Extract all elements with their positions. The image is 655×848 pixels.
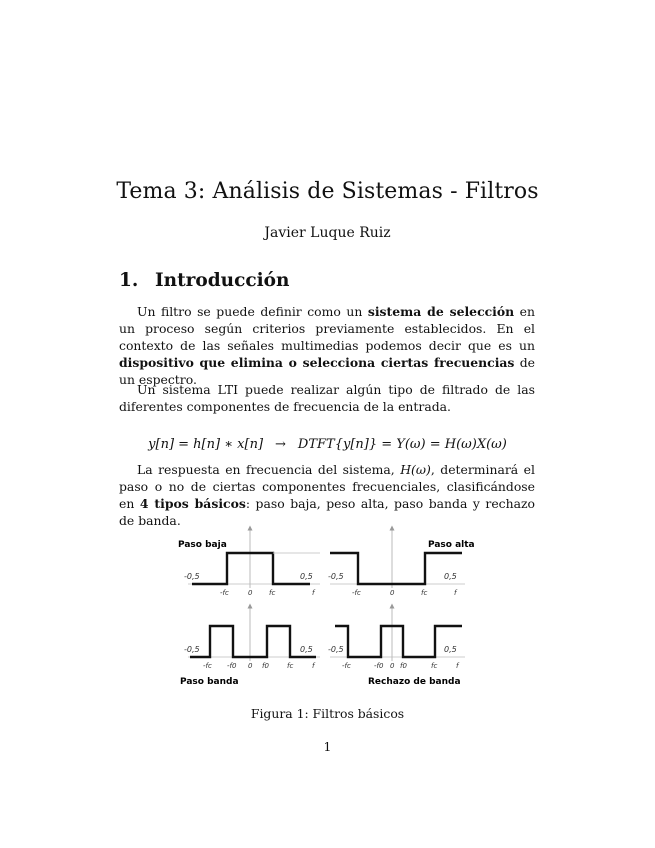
highpass-tick-f: f	[454, 589, 457, 597]
section-title: Introducción	[155, 270, 290, 291]
bandstop-tick-f0: f0	[400, 662, 407, 670]
label-lowpass: Paso baja	[178, 540, 227, 550]
filters-figure	[170, 523, 480, 693]
bandstop-tick-zero: 0	[390, 662, 395, 670]
equation-left: y[n] = h[n] ∗ x[n]	[148, 437, 264, 452]
bandstop-tick-fc: fc	[431, 662, 438, 670]
p3-text-2: , determinará el paso o no de ciertas componentes frecuenciales, clasificándose en	[119, 462, 535, 511]
filters-diagram	[170, 523, 480, 693]
equation	[0, 437, 655, 452]
bandstop-amp-pos: 0,5	[444, 645, 457, 654]
highpass-amp-pos: 0,5	[444, 572, 457, 581]
bandstop-amp-neg: -0,5	[328, 645, 344, 654]
p1-bold-1: sistema de selección	[367, 304, 515, 319]
bandstop-plot	[328, 606, 465, 687]
equation-right: DTFT{y[n]} = Y(ω) = H(ω)X(ω)	[297, 437, 507, 452]
label-highpass: Paso alta	[428, 540, 475, 550]
label-bandpass: Paso banda	[180, 677, 239, 687]
p3-text-1: La respuesta en frecuencia del sistema,	[137, 462, 401, 477]
bandstop-tick-neg-fc: -fc	[342, 662, 351, 670]
highpass-plot	[328, 528, 475, 597]
label-bandstop: Rechazo de banda	[368, 677, 461, 687]
p3-text-3: : paso baja, peso alta, paso banda y rechazo de banda.	[119, 496, 535, 528]
document-title: Tema 3: Análisis de Sistemas - Filtros	[116, 179, 539, 204]
lowpass-tick-zero: 0	[248, 589, 253, 597]
section-number: 1.	[119, 270, 139, 291]
highpass-tick-fc: fc	[421, 589, 428, 597]
bandpass-amp-pos: 0,5	[300, 645, 313, 654]
p1-text-1: Un filtro se puede definir como un	[137, 304, 368, 319]
bandpass-tick-neg-f0: -f0	[227, 662, 237, 670]
p3-bold-1: 4 tipos básicos	[139, 496, 246, 511]
bandstop-tick-f: f	[456, 662, 459, 670]
highpass-tick-neg-fc: -fc	[352, 589, 361, 597]
equation-arrow: →	[275, 437, 286, 452]
author: Javier Luque Ruiz	[264, 225, 391, 241]
paragraph-3	[119, 461, 535, 529]
bandpass-amp-neg: -0,5	[184, 645, 200, 654]
p1-text-2: en un proceso según criterios previamente establecidos. En el contexto de las señales multimedias podemos decir que es un	[119, 304, 535, 353]
page-number: 1	[323, 739, 332, 754]
lowpass-tick-f: f	[312, 589, 315, 597]
bandpass-tick-zero: 0	[248, 662, 253, 670]
bandstop-tick-neg-f0: -f0	[374, 662, 384, 670]
lowpass-plot	[178, 528, 320, 597]
bandpass-plot	[180, 606, 320, 687]
section-heading	[119, 270, 289, 291]
p1-text-3: de un espectro.	[119, 355, 535, 387]
highpass-amp-neg: -0,5	[328, 572, 344, 581]
p3-math: H(ω)	[400, 462, 431, 477]
bandpass-tick-fc: fc	[287, 662, 294, 670]
bandpass-tick-neg-fc: -fc	[203, 662, 212, 670]
p2-text: Un sistema LTI puede realizar algún tipo de filtrado de las diferentes componentes de frecuencia de la entrada.	[119, 382, 535, 414]
paragraph-1	[119, 303, 535, 388]
lowpass-amp-neg: -0,5	[184, 572, 200, 581]
bandpass-tick-f: f	[312, 662, 315, 670]
bandpass-tick-f0: f0	[262, 662, 269, 670]
p1-bold-2: dispositivo que elimina o selecciona ciertas frecuencias	[119, 355, 515, 370]
lowpass-amp-pos: 0,5	[300, 572, 313, 581]
lowpass-tick-neg-fc: -fc	[220, 589, 229, 597]
paragraph-2	[119, 381, 535, 415]
figure-caption: Figura 1: Filtros básicos	[250, 706, 405, 721]
highpass-tick-zero: 0	[390, 589, 395, 597]
lowpass-tick-fc: fc	[269, 589, 276, 597]
